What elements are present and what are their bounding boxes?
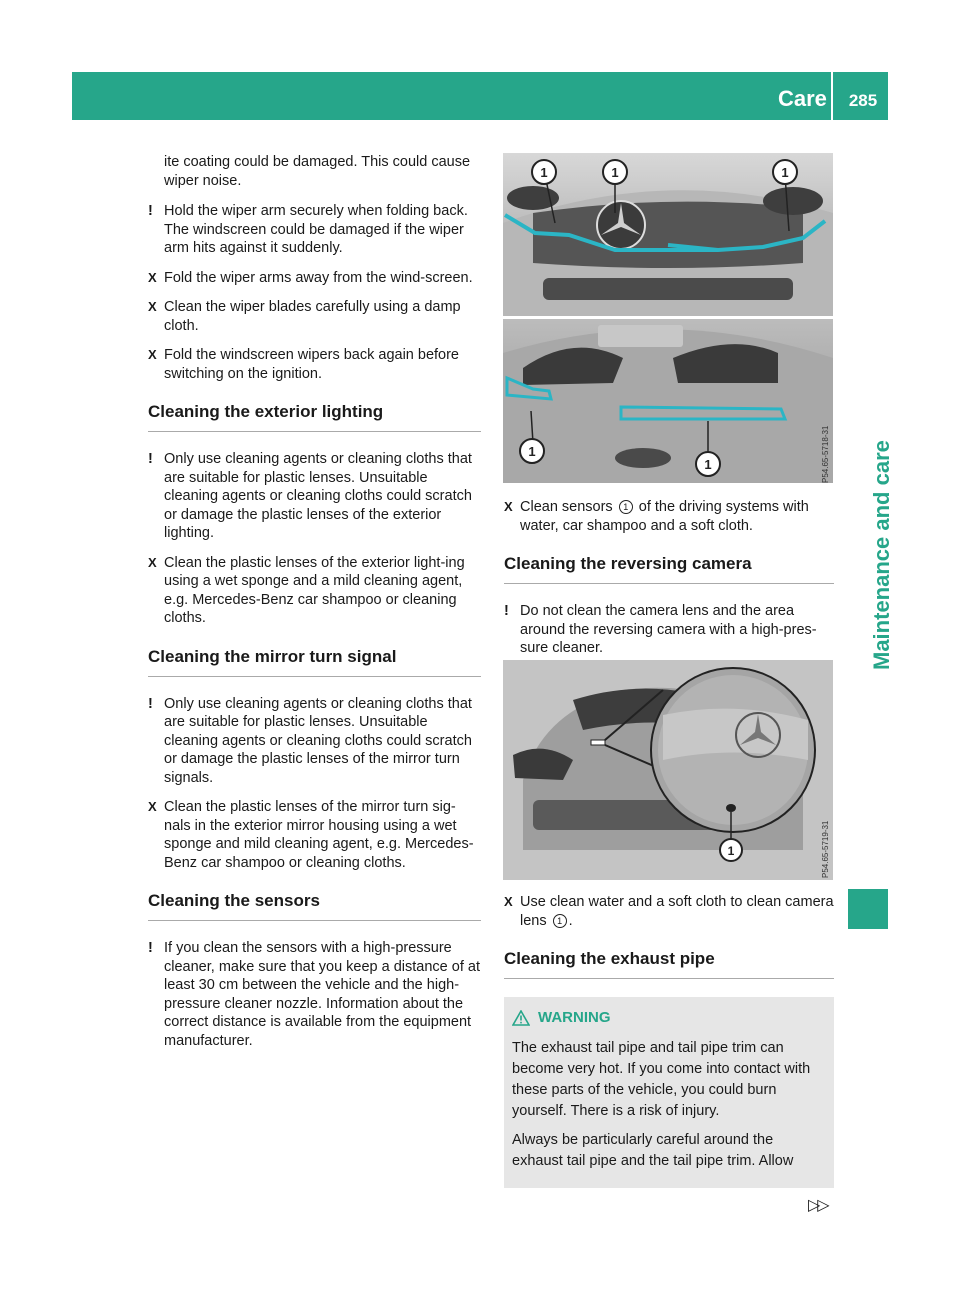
step-text: of the driving systems with water, car shampoo and a soft cloth. bbox=[520, 499, 809, 534]
note-item bbox=[148, 202, 481, 258]
sensor-locations-figure bbox=[503, 153, 833, 483]
step-item bbox=[504, 498, 834, 535]
intro-text: ite coating could be damaged. This could cause wiper noise. bbox=[164, 154, 471, 189]
warning-paragraph: The exhaust tail pipe and tail pipe trim can become very hot. If you come into contact with these parts of the vehicle, you could burn yourself. There is a risk of injury. bbox=[512, 1039, 811, 1119]
warning-header bbox=[512, 1009, 826, 1028]
step-text: Clean the wiper blades carefully using a damp cloth. bbox=[164, 299, 461, 334]
callout-number: 1 bbox=[540, 165, 548, 180]
header-bar bbox=[72, 72, 888, 120]
note-icon: ! bbox=[148, 940, 153, 956]
step-text: Clean the plastic lenses of the mirror turn sig-nals in the exterior mirror housing using a wet sponge and mild cleaning agent, e.g. Mercedes-Benz car shampoo or cleaning cloths. bbox=[164, 799, 474, 871]
step-item bbox=[148, 298, 481, 335]
callout-marker bbox=[696, 452, 720, 476]
heading-reversing-camera: Cleaning the reversing camera bbox=[504, 553, 834, 584]
heading-exterior-lighting: Cleaning the exterior lighting bbox=[148, 401, 481, 432]
note-item bbox=[148, 939, 481, 1050]
callout-number: 1 bbox=[619, 500, 633, 514]
figure-code: P54.65-5718-31 bbox=[821, 425, 830, 483]
step-item bbox=[504, 893, 834, 930]
note-icon: ! bbox=[504, 603, 509, 619]
note-text: Do not clean the camera lens and the area around the reversing camera with a high-pres-sure cleaner. bbox=[520, 603, 817, 656]
step-text: Use clean water and a soft cloth to clean camera lens bbox=[520, 894, 834, 929]
step-icon: X bbox=[148, 347, 157, 362]
heading-exhaust-pipe: Cleaning the exhaust pipe bbox=[504, 948, 834, 979]
step-item bbox=[148, 269, 481, 288]
step-icon: X bbox=[504, 894, 513, 909]
step-text: Fold the windscreen wipers back again before switching on the ignition. bbox=[164, 347, 459, 382]
note-item bbox=[148, 450, 481, 543]
callout-number: 1 bbox=[611, 165, 619, 180]
step-text: Clean sensors bbox=[520, 499, 613, 515]
step-text: Fold the wiper arms away from the wind-screen. bbox=[164, 269, 473, 286]
reversing-camera-figure bbox=[503, 660, 833, 880]
step-icon: X bbox=[148, 554, 157, 570]
callout-marker bbox=[603, 160, 627, 184]
right-column-lower bbox=[504, 893, 834, 1188]
note-text: Hold the wiper arm securely when folding back. The windscreen could be damaged if the wiper arm hits against it suddenly. bbox=[164, 203, 468, 256]
note-item bbox=[148, 695, 481, 788]
callout-marker bbox=[532, 160, 556, 184]
camera-illustration bbox=[503, 660, 833, 880]
note-text: Only use cleaning agents or cleaning cloths that are suitable for plastic lenses. Unsuitable cleaning agents or cleaning cloths could scratch or damage the plastic lenses of the mirror turn signals. bbox=[164, 695, 472, 786]
continued-arrow-icon: ▷▷ bbox=[808, 1197, 827, 1214]
end-period: . bbox=[568, 912, 573, 929]
step-icon: X bbox=[148, 269, 157, 285]
step-item bbox=[148, 554, 481, 628]
callout-marker bbox=[520, 439, 544, 463]
callout-number: 1 bbox=[528, 444, 536, 459]
side-tab-label: Maintenance and care bbox=[869, 440, 894, 670]
figure-code: P54.65-5719-31 bbox=[821, 820, 830, 878]
warning-box bbox=[504, 997, 834, 1188]
bumper-illustration bbox=[503, 153, 833, 483]
step-icon: X bbox=[148, 799, 157, 814]
page-number: 285 bbox=[848, 91, 878, 110]
warning-triangle-icon bbox=[512, 1010, 530, 1026]
heading-mirror-turn-signal: Cleaning the mirror turn signal bbox=[148, 646, 481, 677]
left-column bbox=[148, 153, 481, 1061]
section-title: Care bbox=[778, 86, 827, 111]
heading-sensors: Cleaning the sensors bbox=[148, 890, 481, 921]
step-item bbox=[148, 798, 481, 872]
note-text: If you clean the sensors with a high-pressure cleaner, make sure that you keep a distance of at least 30 cm between the vehicle and the high-pressure cleaner nozzle. Information about the correct distance is available from the equipment manufacturer. bbox=[164, 940, 480, 1049]
note-icon: ! bbox=[148, 695, 153, 712]
header-divider bbox=[831, 72, 833, 120]
warning-title: WARNING bbox=[538, 1009, 611, 1026]
step-icon: X bbox=[504, 499, 513, 514]
right-column bbox=[504, 498, 834, 669]
note-icon: ! bbox=[148, 451, 153, 467]
step-text: Clean the plastic lenses of the exterior light-ing using a wet sponge and a mild cleaning agent, e.g. Mercedes-Benz car shampoo or cleaning cloths. bbox=[164, 554, 465, 626]
step-icon: X bbox=[148, 299, 157, 314]
note-icon: ! bbox=[148, 203, 153, 219]
callout-number: 1 bbox=[704, 457, 712, 472]
callout-number: 1 bbox=[727, 844, 735, 858]
callout-number: 1 bbox=[781, 165, 789, 180]
step-item bbox=[148, 346, 481, 383]
warning-paragraph: Always be particularly careful around the exhaust tail pipe and the tail pipe trim. Allow bbox=[512, 1131, 794, 1169]
note-item bbox=[504, 602, 834, 658]
callout-number: 1 bbox=[553, 914, 567, 928]
callout-marker bbox=[720, 839, 742, 861]
side-tab-block bbox=[848, 889, 888, 929]
callout-marker bbox=[773, 160, 797, 184]
note-text: Only use cleaning agents or cleaning cloths that are suitable for plastic lenses. Unsuitable cleaning agents or cleaning cloths could scratch or damage the plastic lenses of the exterior lighting. bbox=[164, 451, 472, 541]
